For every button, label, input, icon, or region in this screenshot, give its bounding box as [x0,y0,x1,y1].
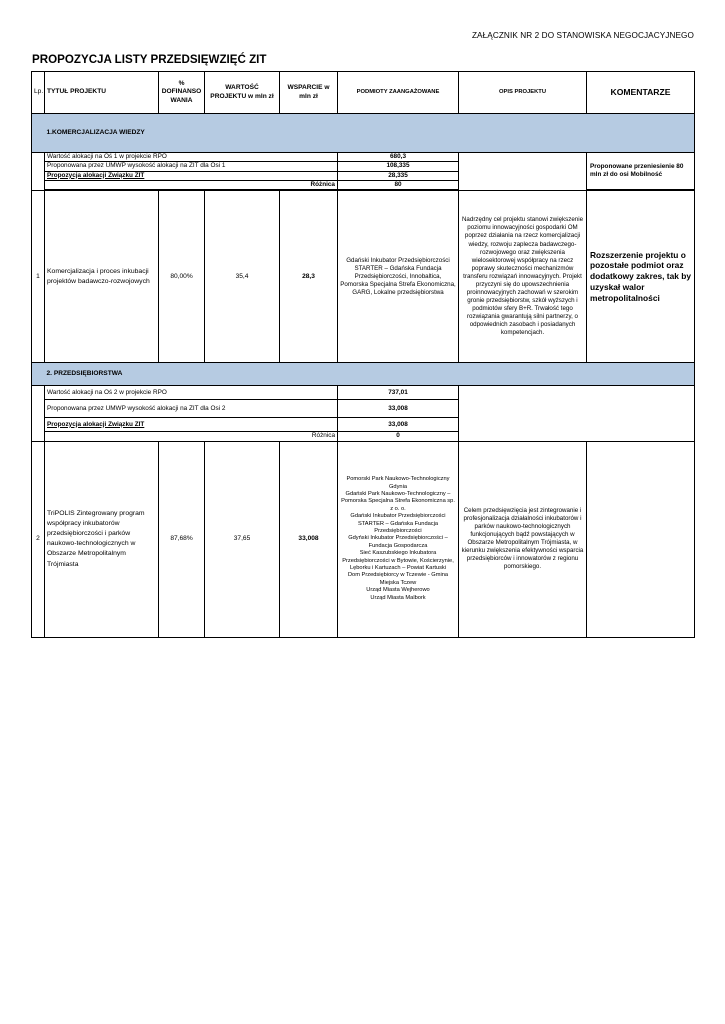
col-title: TYTUŁ PROJEKTU [45,72,159,114]
project-lp: 1 [32,191,45,363]
allocation-value: 28,335 [338,171,459,180]
project-entities: Gdański Inkubator Przedsiębiorczości STARTER – Gdańska Fundacja Przedsiębiorczości, Innobaltica, Pomorska Specjalna Strefa Ekonomiczna, GARG, Lokalne przedsiębiorstwa [338,191,459,363]
allocation-value: 33,008 [338,418,459,432]
allocation-value: 108,335 [338,162,459,171]
allocation-value: 737,01 [338,386,459,400]
projects-table [31,71,695,638]
section-heading-row [32,363,695,386]
table-row [32,441,695,637]
project-comment-empty [587,441,695,637]
project-entities: Pomorski Park Naukowo-Technologiczny Gdynia Gdański Park Naukowo-Technologiczny – Pomorska Specjalna Strefa Ekonomiczna sp. z o. o. Gdański Inkubator Przedsiębiorczości STARTER – Gdańska Fundacja Przedsiębiorczości Gdyński Inkubator Przedsiębiorczości – Fundacja Gospodarcza Sieć Kaszubskiego Inkubatora Przedsiębiorczości w Bytowie, Kościerzynie, Lęborku i Kartuzach – Powiat Kartuski Dom Przedsiębiorcy w Tczewie - Gmina Miejska Tczew Urząd Miasta Wejherowo Urząd Miasta Malbork [338,441,459,637]
section-heading: 2. PRZEDSIĘBIORSTWA [45,363,695,386]
allocation-label: Propozycja alokacji Związku ZIT [45,171,338,180]
project-support: 33,008 [280,441,338,637]
allocation-label: Wartość alokacji na Oś 1 w projekcie RPO [45,153,338,162]
project-description: Nadrzędny cel projektu stanowi zwiększenie poziomu innowacyjności gospodarki OM poprzez działania na rzecz komercjalizacji wiedzy, rozwoju zaplecza badawczego-rozwojowego oraz zwiększenia wielosektorowej współpracy na rzecz poprawy skuteczności mechanizmów transferu rozwiązań innowacyjnych. Projekt przyczyni się do upowszechnienia proinnowacyjnych zachowań w szerokim gronie przedsiębiorstw, szkół wyższych i podmiotów sfery B+R. Trwałość tego rozwiązania gwarantują silni partnerzy, o odpowiednich zasobach i posiadanych kompetencjach. [459,191,587,363]
annex-label: ZAŁĄCZNIK NR 2 DO STANOWISKA NEGOCJACYJNEGO [471,31,694,40]
project-cofinancing: 87,68% [159,441,205,637]
allocation-label: Różnica [45,432,338,441]
project-support: 28,3 [280,191,338,363]
section-heading-row [32,114,695,153]
allocation-row [32,153,695,162]
col-support: WSPARCIE w mln zł [280,72,338,114]
allocation-value: 80 [338,180,459,189]
table-row [32,191,695,363]
allocation-label: Wartość alokacji na Oś 2 w projekcie RPO [45,386,338,400]
project-cofinancing: 80,00% [159,191,205,363]
project-title: Komercjalizacja i proces inkubacji projektów badawczo-rozwojowych [45,191,159,363]
page-title: PROPOZYCJA LISTY PRZEDSIĘWZIĘĆ ZIT [32,53,267,66]
col-comments: KOMENTARZE [587,72,695,114]
project-lp: 2 [32,441,45,637]
col-description: OPIS PROJEKTU [459,72,587,114]
project-comment: Rozszerzenie projektu o pozostałe podmiot oraz dodatkowy zakres, tak by uzyskał walor metropolitalności [587,191,695,363]
allocation-value: 680,3 [338,153,459,162]
section-heading: 1.KOMERCJALIZACJA WIEDZY [45,114,695,153]
col-cofinancing: % DOFINANSO WANIA [159,72,205,114]
project-value: 37,65 [205,441,280,637]
col-value: WARTOŚĆ PROJEKTU w mln zł [205,72,280,114]
allocation-row [32,386,695,400]
section-comment: Proponowane przeniesienie 80 mln zł do osi Mobilność [587,153,695,190]
allocation-value: 0 [338,432,459,441]
col-entities: PODMIOTY ZAANGAŻOWANE [338,72,459,114]
col-lp: Lp. [32,72,45,114]
allocation-label: Proponowana przez UMWP wysokość alokacji na ZIT dla Osi 2 [45,400,338,418]
allocation-label: Propozycja alokacji Związku ZIT [45,418,338,432]
project-description: Celem przedsięwzięcia jest zintegrowanie i profesjonalizacja działalności inkubatorów i parków naukowo-technologicznych funkcjonujących bądź powstających w Obszarze Metropolitalnym Trójmiasta, w kierunku zwiększenia efektywności wsparcia przedsiębiorców i innowatorów z regionu pomorskiego. [459,441,587,637]
allocation-label: Różnica [45,180,338,189]
allocation-value: 33,008 [338,400,459,418]
table-header-row [32,72,695,114]
project-value: 35,4 [205,191,280,363]
allocation-label: Proponowana przez UMWP wysokość alokacji na ZIT dla Osi 1 [45,162,338,171]
project-title: TriPOLIS Zintegrowany program współpracy inkubatorów przedsiębiorczości i parków naukowo-technologicznych w Obszarze Metropolitalnym Trójmiasta [45,441,159,637]
